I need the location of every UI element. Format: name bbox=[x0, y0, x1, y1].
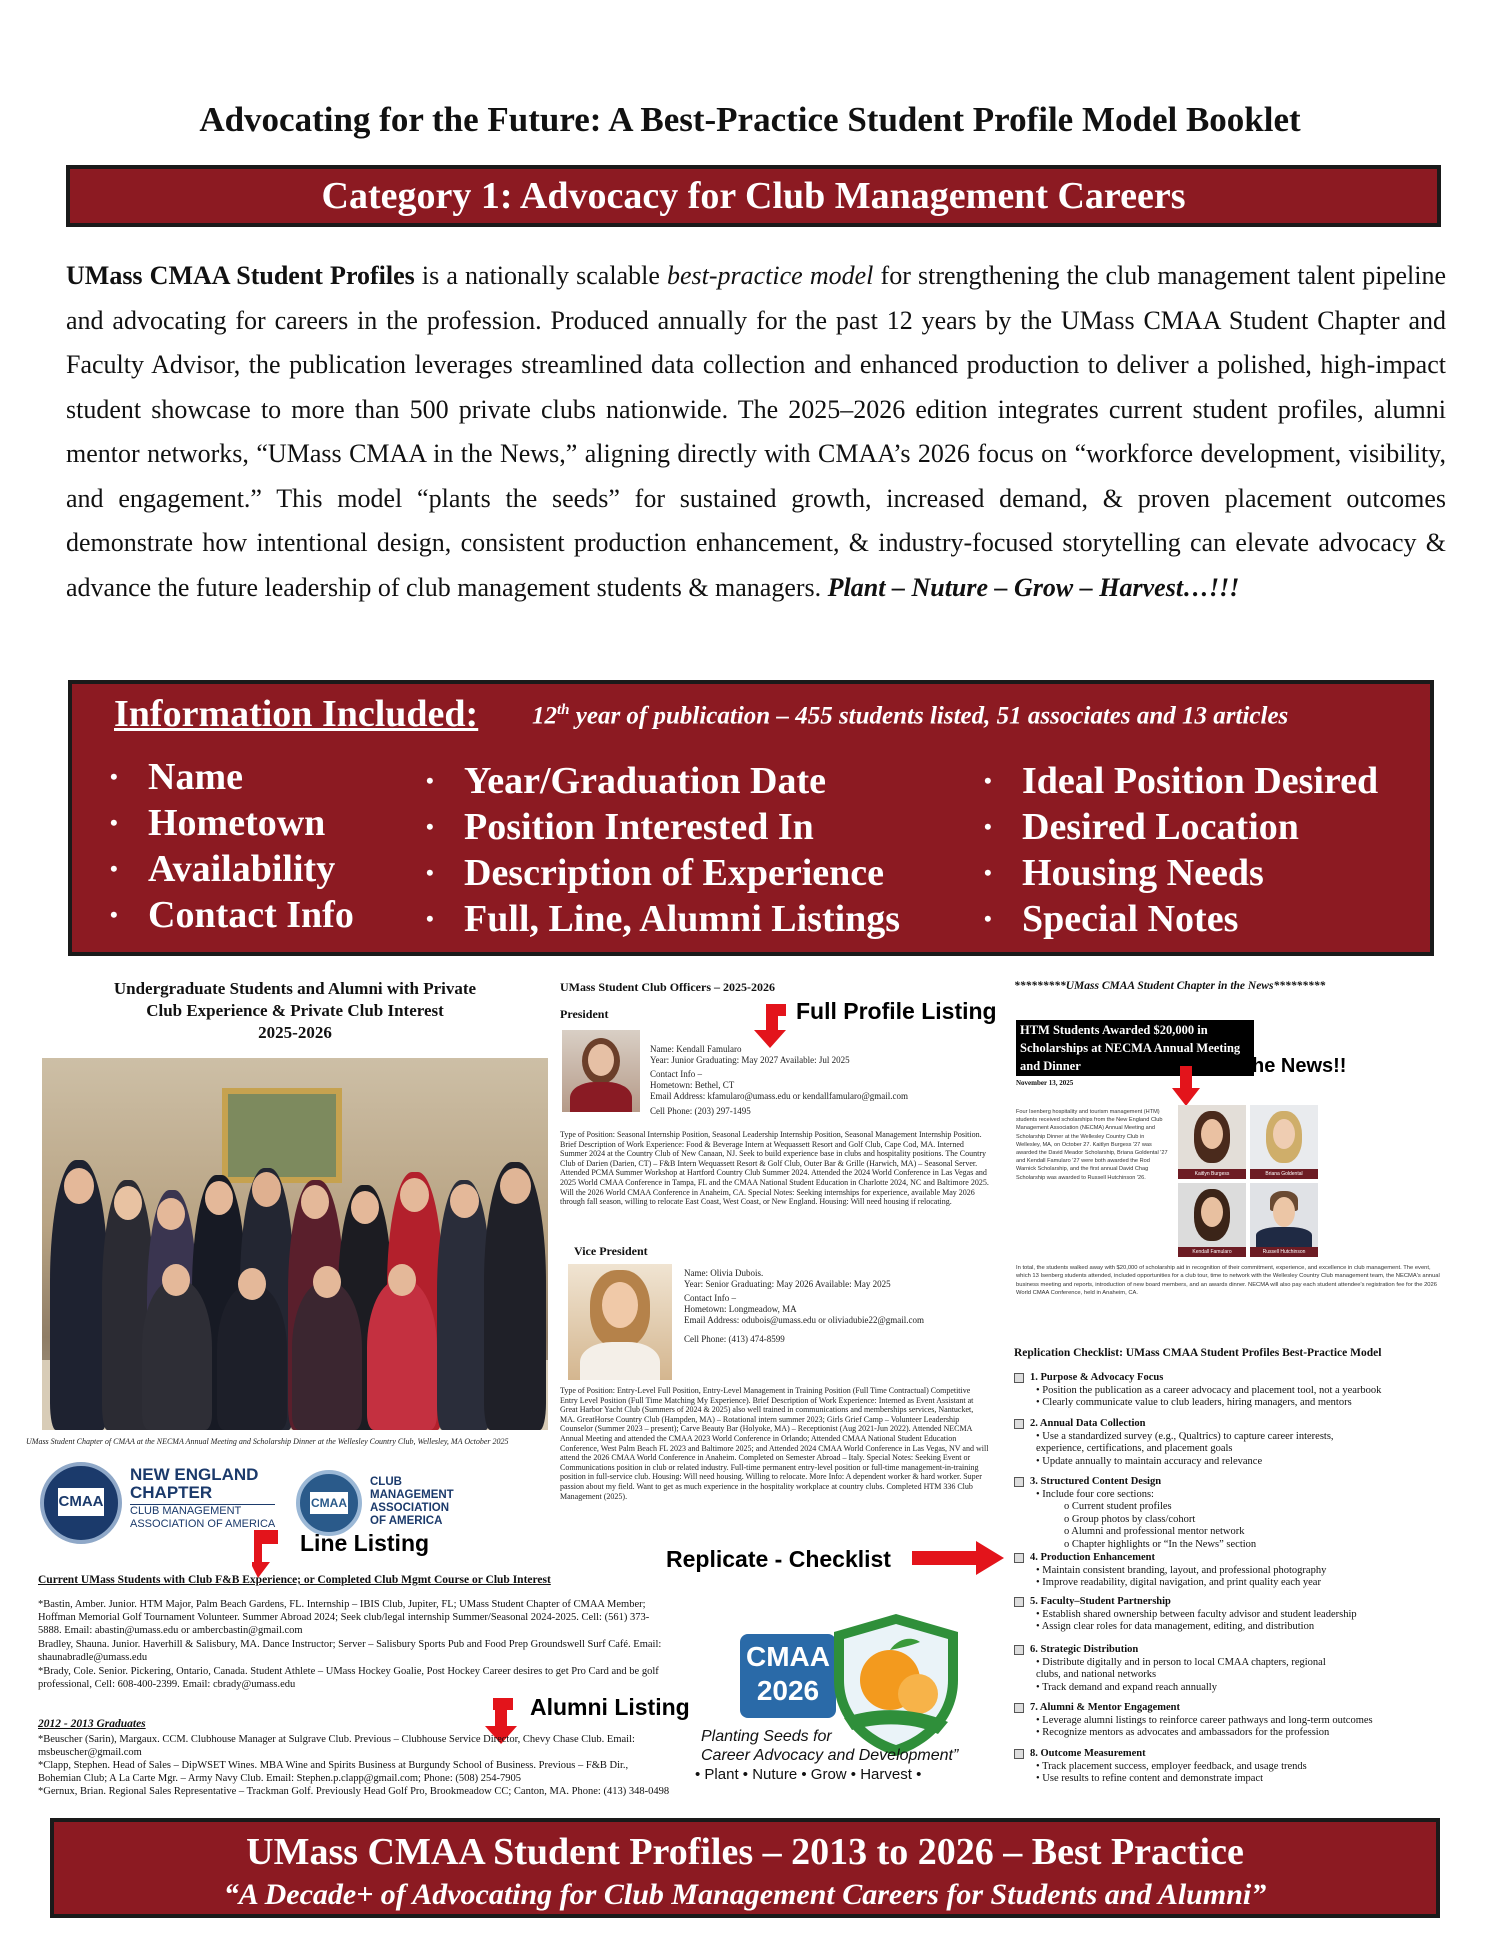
information-box bbox=[68, 680, 1434, 956]
intro-tagline: Plant – Nuture – Grow – Harvest…!!! bbox=[827, 572, 1240, 602]
checklist-line: o Group photos by class/cohort bbox=[1064, 1513, 1196, 1525]
news-headline: HTM Students Awarded $20,000 in Scholarships at NECMA Annual Meeting and Dinner bbox=[1016, 1020, 1254, 1076]
president-info bbox=[650, 1044, 990, 1117]
checklist-title: Replication Checklist: UMass CMAA Student Profiles Best-Practice Model bbox=[1014, 1347, 1382, 1359]
badge-line: CMAA bbox=[746, 1641, 830, 1672]
president-label: President bbox=[560, 1007, 609, 1021]
portrait-name: Briana Goldental bbox=[1250, 1169, 1318, 1179]
info-item: • Desired Location bbox=[980, 804, 1378, 850]
cmaa-2026-badge bbox=[740, 1634, 836, 1718]
cmaa-line: OF AMERICA bbox=[370, 1515, 443, 1527]
footer-banner bbox=[50, 1818, 1440, 1918]
checklist-line: • Recognize mentors as advocates and ambassadors for the profession bbox=[1036, 1727, 1330, 1738]
necma-line: CHAPTER bbox=[130, 1483, 213, 1502]
checkbox[interactable] bbox=[1014, 1477, 1024, 1487]
checklist-line: • Improve readability, digital navigation, and print quality each year bbox=[1036, 1577, 1321, 1588]
vp-photo bbox=[568, 1264, 672, 1380]
category-banner bbox=[66, 165, 1441, 227]
news-date: November 13, 2025 bbox=[1016, 1079, 1074, 1087]
checklist-line: • Use a standardized survey (e.g., Qualtrics) to capture career interests, experience, certifications, and placement goals bbox=[1036, 1430, 1334, 1454]
president-line: Hometown: Bethel, CT bbox=[650, 1080, 735, 1090]
planting-line: Career Advocacy and Development” bbox=[701, 1747, 959, 1764]
checklist-line: • Distribute digitally and in person to local CMAA chapters, regional clubs, and national networks bbox=[1036, 1656, 1326, 1680]
badge-line: 2026 bbox=[756, 1675, 820, 1706]
checklist-line: • Track demand and expand reach annually bbox=[1036, 1681, 1217, 1693]
checklist-line: • Position the publication as a career advocacy and placement tool, not a yearbook bbox=[1036, 1384, 1382, 1396]
full-profile-callout: Full Profile Listing bbox=[796, 998, 997, 1024]
checklist-head: 3. Structured Content Design bbox=[1030, 1476, 1162, 1487]
info-item: • Hometown bbox=[106, 800, 354, 846]
line-entry: Bradley, Shauna. Junior. Haverhill & Salisbury, MA. Dance Instructor; Server – Salisbury Sports Pub and Food Prep Groundswell Surf Café. Email: shaunabradle@umass.edu bbox=[38, 1639, 662, 1663]
president-line: Email Address: kfamularo@umass.edu or kendallfamularo@gmail.com bbox=[650, 1091, 909, 1101]
necma-line: ASSOCIATION OF AMERICA bbox=[130, 1518, 276, 1530]
necma-seal-text: CMAA bbox=[58, 1488, 104, 1516]
alumni-entry: *Gernux, Brian. Regional Sales Representative – Trackman Golf. Previously Head Golf Pro, Brookmeadow CC; Canton, MA. Phone: (413) 348-0498 bbox=[38, 1786, 670, 1797]
checklist-line: o Alumni and professional mentor network bbox=[1064, 1526, 1245, 1537]
left-title-line: 2025-2026 bbox=[258, 1023, 332, 1042]
checklist-head: 1. Purpose & Advocacy Focus bbox=[1030, 1372, 1164, 1383]
necma-logo bbox=[40, 1462, 280, 1546]
checklist-head: 8. Outcome Measurement bbox=[1030, 1748, 1146, 1759]
planting-line: • Plant • Nuture • Grow • Harvest • bbox=[695, 1766, 922, 1783]
category-title: Category 1: Advocacy for Club Management Careers bbox=[321, 175, 1186, 217]
checklist-item bbox=[1014, 1372, 1381, 1410]
checkbox[interactable] bbox=[1014, 1703, 1024, 1713]
checklist-item bbox=[1014, 1596, 1357, 1634]
news-body: Four Isenberg hospitality and tourism management (HTM) students received scholarships from the New England Club Management Association (NECMA) Annual Meeting and Scholarship Dinner at the Wellesley Country Club in Wellesley, MA, on October 27. Kaitlyn Burgess '27 was awarded the David Meador Scholarship, Briana Goldental '27 and Kendall Famularo '27 were both awarded the Rod Warnick Scholarship, and the first annual David Chag Scholarship was awarded to Russell Hutchinson '26. bbox=[1016, 1109, 1168, 1181]
vp-line: Email Address: odubois@umass.edu or oliviadubie22@gmail.com bbox=[684, 1315, 925, 1325]
left-panel-title bbox=[42, 978, 548, 1044]
info-sub-sup: th bbox=[557, 702, 570, 718]
full-profile-arrow-icon bbox=[752, 1004, 786, 1048]
painting-frame bbox=[222, 1088, 342, 1183]
line-listing-callout: Line Listing bbox=[300, 1530, 430, 1556]
info-item: • Ideal Position Desired bbox=[980, 758, 1378, 804]
alumni-listing-callout: Alumni Listing bbox=[530, 1694, 690, 1720]
footer-title: UMass CMAA Student Profiles – 2013 to 2026 – Best Practice bbox=[246, 1831, 1244, 1873]
line-listing-heading: Current UMass Students with Club F&B Experience; or Completed Club Mgmt Course or Club Interest bbox=[38, 1574, 551, 1586]
intro-text-b: for strengthening the club management talent pipeline and advocating for careers in the profession. Produced annually for the past 12 years by the UMass CMAA Student Chapter and Faculty Advisor, the publication leverages streamlined data collection and enhanced production to deliver a polished, high-impact student showcase to more than 500 private clubs nationwide. The 2025–2026 edition integrates current student profiles, alumni mentor networks, “UMass CMAA in the News,” aligning directly with CMAA’s 2026 focus on “workforce development, visibility, and engagement.” This model “plants the seeds” for sustained growth, increased demand, & proven placement outcomes demonstrate how intentional design, consistent production enhancement, & industry-focused storytelling can elevate advocacy & advance the future leadership of club management students & managers. bbox=[66, 261, 1446, 602]
checklist-line: • Leverage alumni listings to reinforce career pathways and long-term outcomes bbox=[1036, 1714, 1373, 1726]
group-photo bbox=[42, 1058, 548, 1430]
info-sub-rest: year of publication – 455 students listed, 51 associates and 13 articles bbox=[569, 702, 1289, 730]
checklist-item bbox=[1014, 1418, 1354, 1468]
checklist-head: 5. Faculty–Student Partnership bbox=[1030, 1596, 1171, 1607]
portrait bbox=[1178, 1105, 1246, 1179]
checklist-item bbox=[1014, 1644, 1344, 1694]
photo-caption: UMass Student Chapter of CMAA at the NECMA Annual Meeting and Scholarship Dinner at the Wellesley Country Club, Wellesley, MA October 2025 bbox=[26, 1437, 509, 1446]
president-line: Year: Junior Graduating: May 2027 Available: Jul 2025 bbox=[650, 1055, 850, 1065]
info-item: • Special Notes bbox=[980, 896, 1378, 942]
president-line: Cell Phone: (203) 297-1495 bbox=[650, 1106, 751, 1116]
info-item: • Contact Info bbox=[106, 892, 354, 938]
checklist-line: • Use results to refine content and demonstrate impact bbox=[1036, 1773, 1264, 1784]
president-line: Name: Kendall Famularo bbox=[650, 1044, 742, 1054]
vp-line: Name: Olivia Dubois. bbox=[684, 1268, 764, 1278]
left-title-line: Undergraduate Students and Alumni with Private bbox=[113, 979, 477, 998]
info-column-2 bbox=[422, 758, 900, 942]
alumni-entry: *Clapp, Stephen. Head of Sales – DipWSET Wines. MBA Wine and Spirits Business at Burgundy School of Business. Previous – F&B Dir., Bohemian Club; A La Carte Mgr. – Army Navy Club. Email: Stephen.p.clapp@gmail.com; Phone: (508) 254-7905 bbox=[38, 1760, 629, 1784]
checklist-head: 2. Annual Data Collection bbox=[1030, 1418, 1146, 1429]
replicate-callout: Replicate - Checklist bbox=[666, 1546, 891, 1572]
vp-line: Year: Senior Graduating: May 2026 Available: May 2025 bbox=[684, 1279, 891, 1289]
checklist-line: o Current student profiles bbox=[1064, 1501, 1172, 1512]
checklist-item bbox=[1014, 1748, 1307, 1786]
checklist-line: • Track placement success, employer feedback, and usage trends bbox=[1036, 1760, 1307, 1772]
necma-seal-icon bbox=[40, 1462, 122, 1544]
portrait bbox=[1178, 1183, 1246, 1257]
line-listing bbox=[38, 1598, 670, 1691]
checklist-line: • Include four core sections: bbox=[1036, 1488, 1154, 1500]
line-entry: *Bastin, Amber. Junior. HTM Major, Palm Beach Gardens, FL. Internship – IBIS Club, Jupiter, FL; UMass Student Chapter of CMAA Member; Hoffman Memorial Golf Tournament Volunteer. Summer Abroad 2024; Seek club/legal internship Summer/Seasonal 2024-2025. Cell: (561) 373- 5888. Email: abastin@umass.edu or ambercbastin@gmail.com bbox=[38, 1599, 650, 1636]
portrait bbox=[1250, 1105, 1318, 1179]
checklist-head: 7. Alumni & Mentor Engagement bbox=[1030, 1702, 1181, 1713]
checklist-line: • Clearly communicate value to club leaders, hiring managers, and mentors bbox=[1036, 1397, 1352, 1408]
checklist-line: • Update annually to maintain accuracy and relevance bbox=[1036, 1455, 1263, 1467]
info-item: • Year/Graduation Date bbox=[422, 758, 900, 804]
checklist-head: 6. Strategic Distribution bbox=[1030, 1644, 1139, 1655]
president-line: Contact Info – bbox=[650, 1069, 702, 1079]
intro-text-a: is a nationally scalable bbox=[414, 261, 667, 290]
checkbox[interactable] bbox=[1014, 1645, 1024, 1655]
intro-lead: UMass CMAA Student Profiles bbox=[66, 261, 415, 290]
vp-line: Cell Phone: (413) 474-8599 bbox=[684, 1334, 785, 1344]
officers-heading: UMass Student Club Officers – 2025-2026 bbox=[560, 980, 775, 994]
checkbox[interactable] bbox=[1014, 1373, 1024, 1383]
info-subheading bbox=[532, 702, 1288, 730]
info-item: • Position Interested In bbox=[422, 804, 900, 850]
checkbox[interactable] bbox=[1014, 1597, 1024, 1607]
info-item: • Housing Needs bbox=[980, 850, 1378, 896]
line-listing-arrow-icon bbox=[252, 1530, 280, 1580]
cmaa-line: CLUB bbox=[370, 1476, 402, 1488]
news-body-2: In total, the students walked away with $20,000 of scholarship aid in recognition of their commitment, experience, and excellence in club management. The event, which 13 Isenberg students attended, included opportunities for a club tour, time to network with the Wellesley Country Club management team, the NECMA's annual business meeting and reports, introduction of new board members, and an awards dinner. NECMA will also pay each student attendee's registration fee for the 2026 World CMAA Conference, held in Anaheim, CA. bbox=[1016, 1265, 1440, 1297]
left-title-line: Club Experience & Private Club Interest bbox=[146, 1001, 444, 1020]
checkbox[interactable] bbox=[1014, 1749, 1024, 1759]
vp-label: Vice President bbox=[574, 1244, 648, 1258]
cmaa-seal-text: CMAA bbox=[310, 1492, 348, 1514]
info-column-1 bbox=[106, 754, 354, 938]
in-the-news-arrow-icon bbox=[1172, 1066, 1200, 1106]
president-photo bbox=[562, 1030, 640, 1112]
alumni-entry: *Beuscher (Sarin), Margaux. CCM. Clubhouse Manager at Sulgrave Club. Previous – Clubhouse Service Director, Chevy Chase Club. Email: msbeuscher@gmail.com bbox=[38, 1734, 635, 1758]
necma-line: CLUB MANAGEMENT bbox=[130, 1504, 275, 1518]
portrait-name: Kaitlyn Burgess bbox=[1178, 1169, 1246, 1179]
vp-line: Contact Info – bbox=[684, 1293, 736, 1303]
in-the-news-callout: In the News!! bbox=[1222, 1055, 1347, 1077]
planting-line: Planting Seeds for bbox=[701, 1728, 832, 1745]
info-item: • Full, Line, Alumni Listings bbox=[422, 896, 900, 942]
vp-body: Type of Position: Entry-Level Full Position, Entry-Level Management in Training Position (Full Time Contractual) Competitive Entry Level Position (Full Time Matching My Experience). Brief Description of Work Experience: Interned as Event Assistant at Great Harbor Yacht Club (Summers of 2024 & 2025) also well trained in communications and memberships services, Nantucket, MA. GreatHorse Country Club (Hampden, MA) – Rotational intern summer 2023; Girls Grief Camp – Volunteer Leadership Counselor (Summer 2023 – present); Carve Beauty Bar (Holyoke, MA) – Receptionist (Aug 2021-Jun 2022). Attended NECMA Annual Meeting and attended the CMAA 2023 World Conference in Orlando; Attended CMAA National Student Education Conference, West Palm Beach FL 2023 and Baltimore 2025; and Attended 2024 CMAA World Conference in Las Vegas, NV and will attend the 2026 CMAA World Conference in Anaheim. Completed on Semester Abroad – Italy. Special Notes: Seeking Event or Communications position in club or related industry. Full-time permanent entry-level position or full-time management-in-training position in full-service club. Housing: Will need housing. Willing to relocate. More Info: A dependent worker & hard worker. Super passion about my field. Want to get as much experience in the hospitality workplace at country clubs. Completed HTM 336 Club Management (2025). bbox=[560, 1386, 989, 1501]
checklist-line: o Chapter highlights or “In the News” section bbox=[1064, 1538, 1257, 1550]
intro-paragraph bbox=[66, 254, 1446, 610]
checklist-item bbox=[1014, 1702, 1373, 1740]
checkbox[interactable] bbox=[1014, 1419, 1024, 1429]
vp-line: Hometown: Longmeadow, MA bbox=[684, 1304, 797, 1314]
info-column-3 bbox=[980, 758, 1378, 942]
alumni-listing bbox=[38, 1733, 670, 1813]
info-item: • Availability bbox=[106, 846, 354, 892]
cmaa-line: ASSOCIATION bbox=[370, 1502, 450, 1514]
checklist-line: • Establish shared ownership between faculty advisor and student leadership bbox=[1036, 1608, 1357, 1620]
checklist-head: 4. Production Enhancement bbox=[1030, 1552, 1155, 1563]
vp-info bbox=[684, 1268, 1004, 1345]
info-sub-num: 12 bbox=[532, 702, 557, 730]
info-heading: Information Included: bbox=[114, 693, 479, 735]
checklist-item bbox=[1014, 1552, 1326, 1590]
info-item: • Description of Experience bbox=[422, 850, 900, 896]
planting-seeds-text bbox=[695, 1727, 1025, 1784]
portrait bbox=[1250, 1183, 1318, 1257]
cmaa-line: MANAGEMENT bbox=[370, 1489, 454, 1501]
intro-italic: best-practice model bbox=[667, 261, 874, 290]
news-heading: *********UMass CMAA Student Chapter in the News********* bbox=[1014, 980, 1326, 992]
page-title: Advocating for the Future: A Best-Practice Student Profile Model Booklet bbox=[199, 100, 1301, 139]
checkbox[interactable] bbox=[1014, 1553, 1024, 1563]
necma-line: NEW ENGLAND bbox=[130, 1465, 259, 1484]
line-entry: *Brady, Cole. Senior. Pickering, Ontario, Canada. Student Athlete – UMass Hockey Goalie, Post Hockey Career desires to get Pro Card and be golf professional, Cell: 608-400-2399. Email: cbrady@umass.edu bbox=[38, 1666, 659, 1690]
news-portraits bbox=[1178, 1105, 1318, 1257]
president-body: Type of Position: Seasonal Internship Position, Seasonal Leadership Internship Position, Seasonal Management Internship Position. Brief Description of Work Experience: Food & Beverage Intern at Wequassett Resort and Golf Club, Cape Cod, MA. Interned Summer 2024 at the Country Club of New Canaan, NJ. Seek to build experience base in clubs and hospitality positions. The Country Club of Darien (Darien, CT) – F&B Intern Wequassett Resort & Golf Club, Outer Bar & Grille (Harwich, MA) – Seasonal Server. Attended PCMA Summer Workshop at Hartford Country Club Summer 2024. Attended the 2024 World Conference in Las Vegas and 2025 World CMAA Conference in Tampa, FL and the CMAA National Student Education in Charlotte 2024, NC and Baltimore 2025. Will the 2026 World CMAA Conference in Anaheim, CA. Special Notes: Seeking internships for experience, available May 2026 through fall season, willing to relocate East Coast, West Coast, or New England. Housing: Will need housing if relocating. bbox=[560, 1130, 989, 1207]
footer-subtitle: “A Decade+ of Advocating for Club Management Careers for Students and Alumni” bbox=[223, 1878, 1267, 1911]
replicate-arrow-icon bbox=[912, 1541, 1004, 1575]
portrait-name: Kendall Famularo bbox=[1178, 1247, 1246, 1257]
checklist-line: • Assign clear roles for data management, editing, and distribution bbox=[1036, 1621, 1315, 1632]
alumni-heading: 2012 - 2013 Graduates bbox=[38, 1718, 146, 1730]
cmaa-seal-icon bbox=[296, 1470, 362, 1536]
checklist-item bbox=[1014, 1476, 1256, 1551]
info-item: • Name bbox=[106, 754, 354, 800]
checklist-line: • Maintain consistent branding, layout, and professional photography bbox=[1036, 1564, 1327, 1576]
portrait-name: Russell Hutchinson bbox=[1250, 1247, 1318, 1257]
